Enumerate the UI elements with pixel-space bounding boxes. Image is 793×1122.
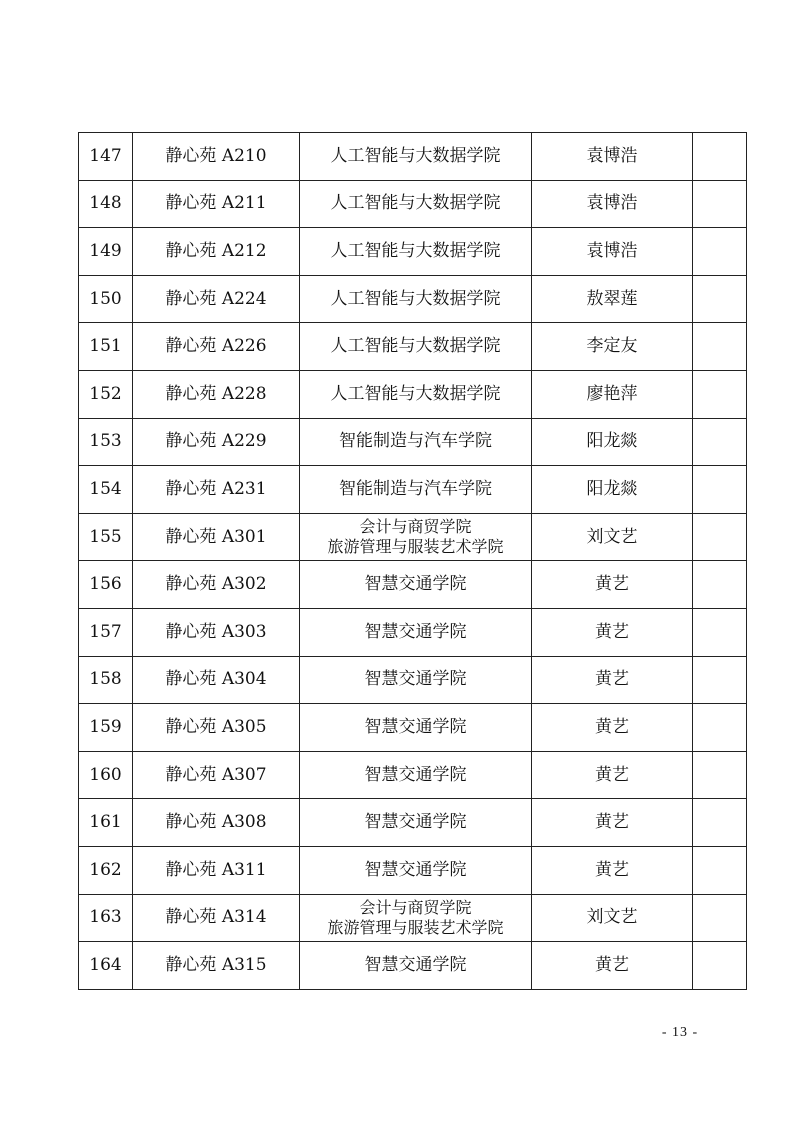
- college-cell: [300, 942, 532, 990]
- row-number-cell: 155: [79, 513, 133, 561]
- room-cell: 静心苑 A314: [133, 894, 300, 942]
- row-number-cell: 160: [79, 751, 133, 799]
- responsible-person-cell: 黄艺: [532, 561, 693, 609]
- college-line: 智慧交通学院: [364, 764, 467, 785]
- dormitory-assignment-table: [78, 132, 747, 990]
- responsible-person-cell: 黄艺: [532, 704, 693, 752]
- remarks-cell: [693, 275, 747, 323]
- table-row: [79, 133, 747, 181]
- college-line: 人工智能与大数据学院: [330, 383, 501, 404]
- college-line: 人工智能与大数据学院: [330, 336, 501, 357]
- row-number-cell: 154: [79, 466, 133, 514]
- room-cell: 静心苑 A311: [133, 846, 300, 894]
- college-cell: [300, 561, 532, 609]
- college-line: 智能制造与汽车学院: [339, 478, 492, 499]
- responsible-person-cell: 袁博浩: [532, 133, 693, 181]
- responsible-person-cell: 黄艺: [532, 942, 693, 990]
- remarks-cell: [693, 942, 747, 990]
- room-cell: 静心苑 A305: [133, 704, 300, 752]
- responsible-person-cell: 黄艺: [532, 846, 693, 894]
- row-number-cell: 159: [79, 704, 133, 752]
- responsible-person-cell: 黄艺: [532, 656, 693, 704]
- page-number: - 13 -: [661, 1025, 699, 1040]
- row-number-cell: 151: [79, 323, 133, 371]
- college-line: 智慧交通学院: [364, 859, 467, 880]
- room-cell: 静心苑 A304: [133, 656, 300, 704]
- college-line: 智慧交通学院: [364, 574, 467, 595]
- college-cell: [300, 846, 532, 894]
- college-cell: [300, 275, 532, 323]
- college-cell: [300, 894, 532, 942]
- table-row: [79, 751, 747, 799]
- table-row: [79, 656, 747, 704]
- remarks-cell: [693, 894, 747, 942]
- remarks-cell: [693, 513, 747, 561]
- college-cell: [300, 513, 532, 561]
- room-cell: 静心苑 A226: [133, 323, 300, 371]
- table-row: [79, 418, 747, 466]
- college-cell: [300, 656, 532, 704]
- remarks-cell: [693, 466, 747, 514]
- college-cell: [300, 370, 532, 418]
- remarks-cell: [693, 228, 747, 276]
- table-row: [79, 561, 747, 609]
- responsible-person-cell: 袁博浩: [532, 180, 693, 228]
- remarks-cell: [693, 704, 747, 752]
- table-row: [79, 180, 747, 228]
- room-cell: 静心苑 A307: [133, 751, 300, 799]
- college-line: 智慧交通学院: [364, 812, 467, 833]
- table-row: [79, 228, 747, 276]
- responsible-person-cell: 刘文艺: [532, 513, 693, 561]
- table-body: [79, 133, 747, 990]
- row-number-cell: 161: [79, 799, 133, 847]
- row-number-cell: 149: [79, 228, 133, 276]
- college-line: 智慧交通学院: [364, 716, 467, 737]
- row-number-cell: 147: [79, 133, 133, 181]
- college-line: 旅游管理与服装艺术学院: [327, 917, 504, 937]
- college-line: 人工智能与大数据学院: [330, 240, 501, 261]
- table-row: [79, 846, 747, 894]
- college-line: 智能制造与汽车学院: [339, 431, 492, 452]
- responsible-person-cell: 廖艳萍: [532, 370, 693, 418]
- table-row: [79, 466, 747, 514]
- row-number-cell: 164: [79, 942, 133, 990]
- college-cell: [300, 323, 532, 371]
- room-cell: 静心苑 A302: [133, 561, 300, 609]
- table-row: [79, 799, 747, 847]
- remarks-cell: [693, 751, 747, 799]
- college-line: 智慧交通学院: [364, 954, 467, 975]
- row-number-cell: 163: [79, 894, 133, 942]
- table-row: [79, 942, 747, 990]
- responsible-person-cell: 黄艺: [532, 608, 693, 656]
- table-row: [79, 370, 747, 418]
- table-row: [79, 513, 747, 561]
- table-row: [79, 323, 747, 371]
- college-cell: [300, 133, 532, 181]
- college-cell: [300, 466, 532, 514]
- college-line: 智慧交通学院: [364, 669, 467, 690]
- responsible-person-cell: 李定友: [532, 323, 693, 371]
- remarks-cell: [693, 323, 747, 371]
- room-cell: 静心苑 A224: [133, 275, 300, 323]
- room-cell: 静心苑 A212: [133, 228, 300, 276]
- college-cell: [300, 418, 532, 466]
- table-row: [79, 894, 747, 942]
- college-line: 人工智能与大数据学院: [330, 145, 501, 166]
- remarks-cell: [693, 608, 747, 656]
- college-line: 会计与商贸学院: [359, 897, 472, 917]
- room-cell: 静心苑 A301: [133, 513, 300, 561]
- table-row: [79, 275, 747, 323]
- remarks-cell: [693, 370, 747, 418]
- room-cell: 静心苑 A231: [133, 466, 300, 514]
- row-number-cell: 162: [79, 846, 133, 894]
- table-row: [79, 608, 747, 656]
- college-cell: [300, 228, 532, 276]
- remarks-cell: [693, 656, 747, 704]
- responsible-person-cell: 阳龙燚: [532, 418, 693, 466]
- college-cell: [300, 608, 532, 656]
- college-cell: [300, 180, 532, 228]
- responsible-person-cell: 敖翠莲: [532, 275, 693, 323]
- room-cell: 静心苑 A211: [133, 180, 300, 228]
- room-cell: 静心苑 A315: [133, 942, 300, 990]
- remarks-cell: [693, 799, 747, 847]
- remarks-cell: [693, 561, 747, 609]
- responsible-person-cell: 黄艺: [532, 799, 693, 847]
- row-number-cell: 156: [79, 561, 133, 609]
- row-number-cell: 148: [79, 180, 133, 228]
- college-line: 智慧交通学院: [364, 621, 467, 642]
- room-cell: 静心苑 A229: [133, 418, 300, 466]
- remarks-cell: [693, 180, 747, 228]
- room-cell: 静心苑 A210: [133, 133, 300, 181]
- room-cell: 静心苑 A228: [133, 370, 300, 418]
- row-number-cell: 150: [79, 275, 133, 323]
- row-number-cell: 153: [79, 418, 133, 466]
- row-number-cell: 157: [79, 608, 133, 656]
- row-number-cell: 158: [79, 656, 133, 704]
- table-row: [79, 704, 747, 752]
- room-cell: 静心苑 A303: [133, 608, 300, 656]
- responsible-person-cell: 刘文艺: [532, 894, 693, 942]
- remarks-cell: [693, 418, 747, 466]
- college-line: 会计与商贸学院: [359, 517, 472, 537]
- remarks-cell: [693, 133, 747, 181]
- remarks-cell: [693, 846, 747, 894]
- college-line: 旅游管理与服装艺术学院: [327, 537, 504, 557]
- college-line: 人工智能与大数据学院: [330, 288, 501, 309]
- college-cell: [300, 751, 532, 799]
- college-cell: [300, 799, 532, 847]
- college-line: 人工智能与大数据学院: [330, 193, 501, 214]
- row-number-cell: 152: [79, 370, 133, 418]
- responsible-person-cell: 袁博浩: [532, 228, 693, 276]
- room-cell: 静心苑 A308: [133, 799, 300, 847]
- college-cell: [300, 704, 532, 752]
- responsible-person-cell: 阳龙燚: [532, 466, 693, 514]
- responsible-person-cell: 黄艺: [532, 751, 693, 799]
